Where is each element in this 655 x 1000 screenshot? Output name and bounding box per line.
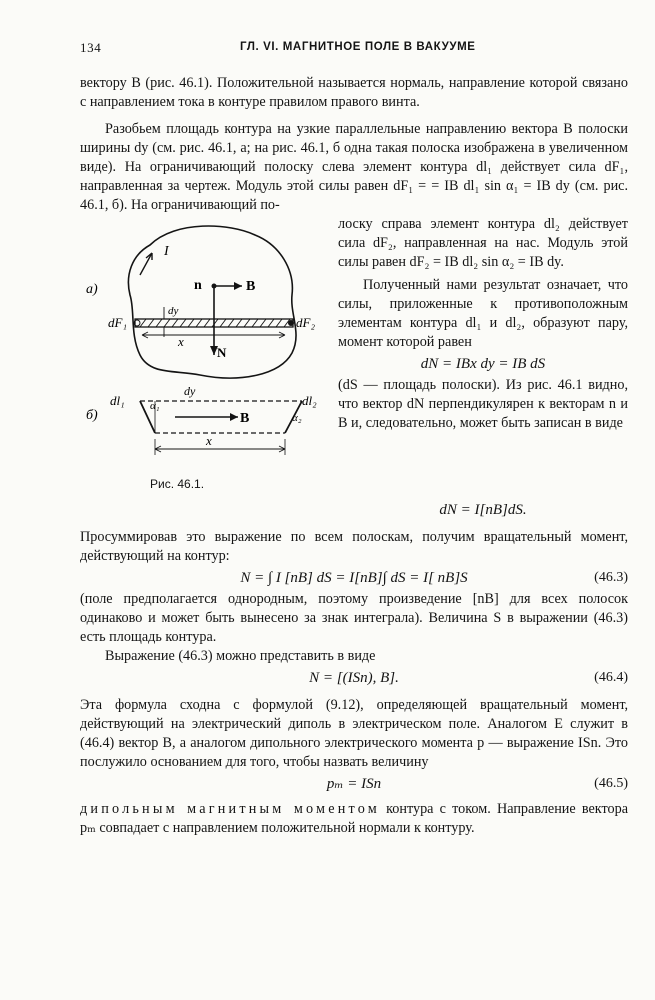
x-label-b: x xyxy=(206,433,212,448)
alpha1-label: α₁ xyxy=(150,400,160,412)
side-column xyxy=(338,215,628,433)
page-number: 134 xyxy=(80,40,102,55)
paragraph-4: (dS — площадь полоски). Из рис. 46.1 видно, что вектор dN перпендикулярен к векторам n и B и, следовательно, может быть записан в виде xyxy=(338,377,628,431)
running-header xyxy=(80,38,628,58)
paragraph-9-rest: контура с током. Направление вектора pₘ совпадает с направлением положительной нормали к контуру. xyxy=(80,801,628,836)
equation-46-4 xyxy=(80,666,628,690)
equation-46-4-number: (46.4) xyxy=(594,670,628,685)
dl1-label: dl₁ xyxy=(110,393,125,408)
page xyxy=(80,38,628,838)
paragraph-7: Выражение (46.3) можно представить в виде xyxy=(105,648,376,664)
equation-dN-vector: dN = I[nB]dS. xyxy=(439,502,527,518)
paragraph-9 xyxy=(80,800,628,838)
label-a: а) xyxy=(86,282,98,297)
current-label: I xyxy=(164,244,169,259)
paragraph-2b: лоску справа элемент контура dl₂ действует сила dF₂, направленная на нас. Модуль этой силы равен dF₂ = IB dl₂ sin α₂ = IB dy. xyxy=(338,216,628,270)
equation-46-3 xyxy=(80,566,628,590)
equation-46-3-number: (46.3) xyxy=(594,570,628,585)
dy-label-a: dy xyxy=(168,305,179,317)
paragraph-5: Просуммировав это выражение по всем полоскам, получим вращательный момент, действующий на контур: xyxy=(80,529,628,564)
equation-46-4-body: N = [(ISn), B]. xyxy=(309,670,399,686)
paragraph-6: (поле предполагается однородным, поэтому произведение [nB] для всех полосок одинаково и может быть вынесено за знак интеграла). Величина S в выражении (46.3) есть площадь контура. xyxy=(80,591,628,645)
equation-dN: dN = IBx dy = IB dS xyxy=(420,356,546,372)
figure-caption: Рис. 46.1. xyxy=(150,477,205,491)
dl2-label: dl₂ xyxy=(302,393,317,408)
x-label-a: x xyxy=(178,334,184,349)
figure-46-1 xyxy=(80,215,320,498)
dy-label-b: dy xyxy=(184,384,196,398)
paragraph-3: Полученный нами результат означает, что силы, приложенные к противоположным элементам контура dl₁ и dl₂, образуют пару, момент которой равен xyxy=(338,277,628,350)
current-contour xyxy=(128,226,296,378)
equation-46-3-body: N = ∫ I [nB] dS = I[nB]∫ dS = I[ nB]S xyxy=(240,570,468,586)
alpha2-label: α₂ xyxy=(292,412,302,424)
paragraph-8: Эта формула сходна с формулой (9.12), определяющей вращательный момент, действующий на электрический диполь в электрическом поле. Аналогом E служит в (46.4) вектор B, а аналогом дипольного электрического момента p — выражение ISn. Это послужило основанием для того, чтобы назвать величину xyxy=(80,697,628,770)
chapter-title: ГЛ. VI. МАГНИТНОЕ ПОЛЕ В ВАКУУМЕ xyxy=(240,41,476,53)
term-magnetic-moment: дипольным магнитным моментом xyxy=(80,801,380,817)
equation-46-5 xyxy=(80,772,628,796)
label-b: б) xyxy=(86,408,98,423)
paragraph-1: вектору B (рис. 46.1). Положительной называется нормаль, направление которой связано с направлением тока в контуре правилом правого винта. xyxy=(80,75,628,110)
equation-46-5-body: pₘ = ISn xyxy=(326,776,382,792)
figure-block xyxy=(80,215,628,498)
torque-label: N xyxy=(217,345,227,360)
equation-46-5-number: (46.5) xyxy=(594,776,628,791)
field-label-b: B xyxy=(240,411,250,426)
paragraph-2: Разобьем площадь контура на узкие параллельные направлению вектора B полоски ширины dy (см. рис. 46.1, а; на рис. 46.1, б одна такая полоска изображена в увеличенном виде). На ограничивающий полоску слева элемент контура dl₁ действует сила dF₁, направленная за чертеж. Модуль этой силы равен dF₁ = = IB dl₁ sin α₁ = IB dy (см. рис. 46.1, б). На ограничивающий по- xyxy=(80,121,628,213)
dF1-label: dF₁ xyxy=(108,315,127,330)
dF2-label: dF₂ xyxy=(296,315,315,330)
field-label-a: B xyxy=(246,279,256,294)
normal-label: n xyxy=(194,278,202,293)
